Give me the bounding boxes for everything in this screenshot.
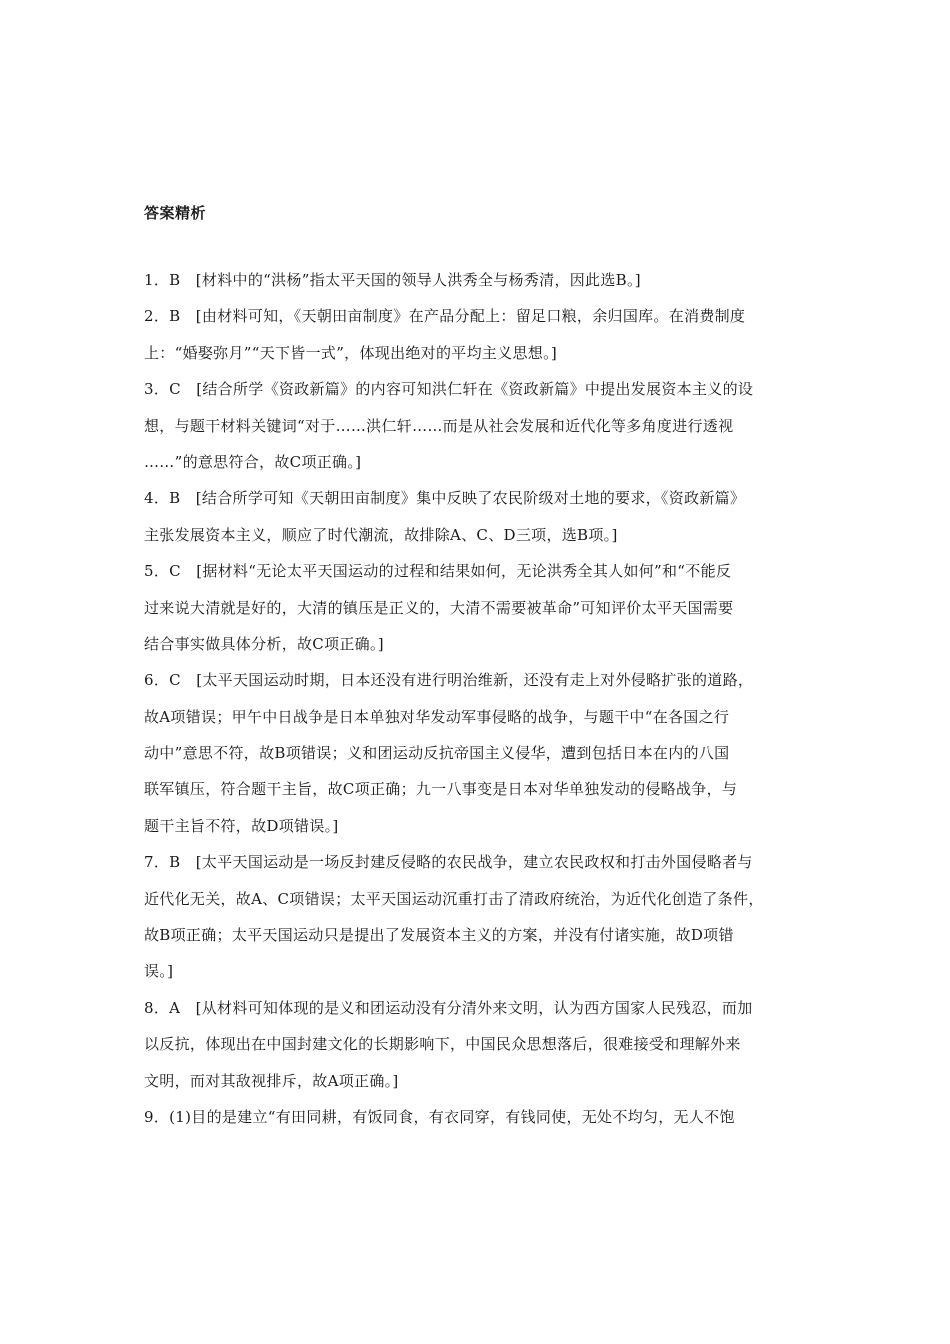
text-line: 过来说大清就是好的，大清的镇压是正义的，大清不需要被革命”可知评价太平天国需要 [144, 598, 734, 617]
text-line: 5．C [据材料“无论太平天国运动的过程和结果如何，无论洪秀全其人如何”和“不能反 [144, 562, 732, 581]
text-line: 主张发展资本主义，顺应了时代潮流，故排除A、C、D三项，选B项。] [144, 525, 618, 544]
text-line: 动中”意思不符，故B项错误；义和团运动反抗帝国主义侵华，遭到包括日本在内的八国 [144, 744, 730, 763]
text-line: 9．(1)目的是建立“有田同耕，有饭同食，有衣同穿，有钱同使，无处不均匀，无人不饱 [144, 1107, 735, 1126]
text-line: 1．B [材料中的“洪杨”指太平天国的领导人洪秀全与杨秀清，因此选B。] [144, 271, 641, 289]
text-line: 题干主旨不符，故D项错误。] [144, 816, 339, 835]
text-line: 以反抗，体现出在中国封建文化的长期影响下，中国民众思想落后，很难接受和理解外来 [144, 1035, 741, 1054]
text-line: 7．B [太平天国运动是一场反封建反侵略的农民战争，建立农民政权和打击外国侵略者与 [144, 853, 753, 872]
text-line: 6．C [太平天国运动时期，日本还没有进行明治维新，还没有走上对外侵略扩张的道路， [144, 671, 754, 690]
section-heading: 答案精析 [144, 204, 207, 222]
text-line: 近代化无关，故A、C项错误；太平天国运动沉重打击了清政府统治，为近代化创造了条件， [144, 889, 764, 908]
text-line: ……”的意思符合，故C项正确。] [144, 452, 362, 471]
text-line: 故A项错误；甲午中日战争是日本单独对华发动军事侵略的战争，与题干中“在各国之行 [144, 707, 730, 726]
text-line: 故B项正确；太平天国运动只是提出了发展资本主义的方案，并没有付诸实施，故D项错 [144, 926, 734, 945]
text-line: 上：“婚娶弥月”“天下皆一式”，体现出绝对的平均主义思想。] [144, 343, 558, 362]
text-line: 联军镇压，符合题干主旨，故C项正确；九一八事变是日本对华单独发动的侵略战争，与 [144, 780, 738, 799]
text-line: 2．B [由材料可知，《天朝田亩制度》在产品分配上：留足口粮，余归国库。在消费制度 [144, 307, 746, 326]
text-line: 4．B [结合所学可知《天朝田亩制度》集中反映了农民阶级对土地的要求，《资政新篇》 [144, 489, 746, 508]
text-line: 8．A [从材料可知体现的是义和团运动没有分清外来文明，认为西方国家人民残忍，而加 [144, 998, 753, 1017]
text-line: 误。] [144, 962, 174, 981]
answer-section [144, 202, 812, 1135]
text-line: 想，与题干材料关键词“对于……洪仁轩……而是从社会发展和近代化等多角度进行透视 [144, 416, 734, 435]
text-line: 3．C [结合所学《资政新篇》的内容可知洪仁轩在《资政新篇》中提出发展资本主义的设 [144, 380, 754, 399]
text-line: 文明，而对其敌视排斥，故A项正确。] [144, 1071, 399, 1090]
text-line: 结合事实做具体分析，故C项正确。] [144, 634, 384, 653]
answer-body [144, 262, 812, 1135]
